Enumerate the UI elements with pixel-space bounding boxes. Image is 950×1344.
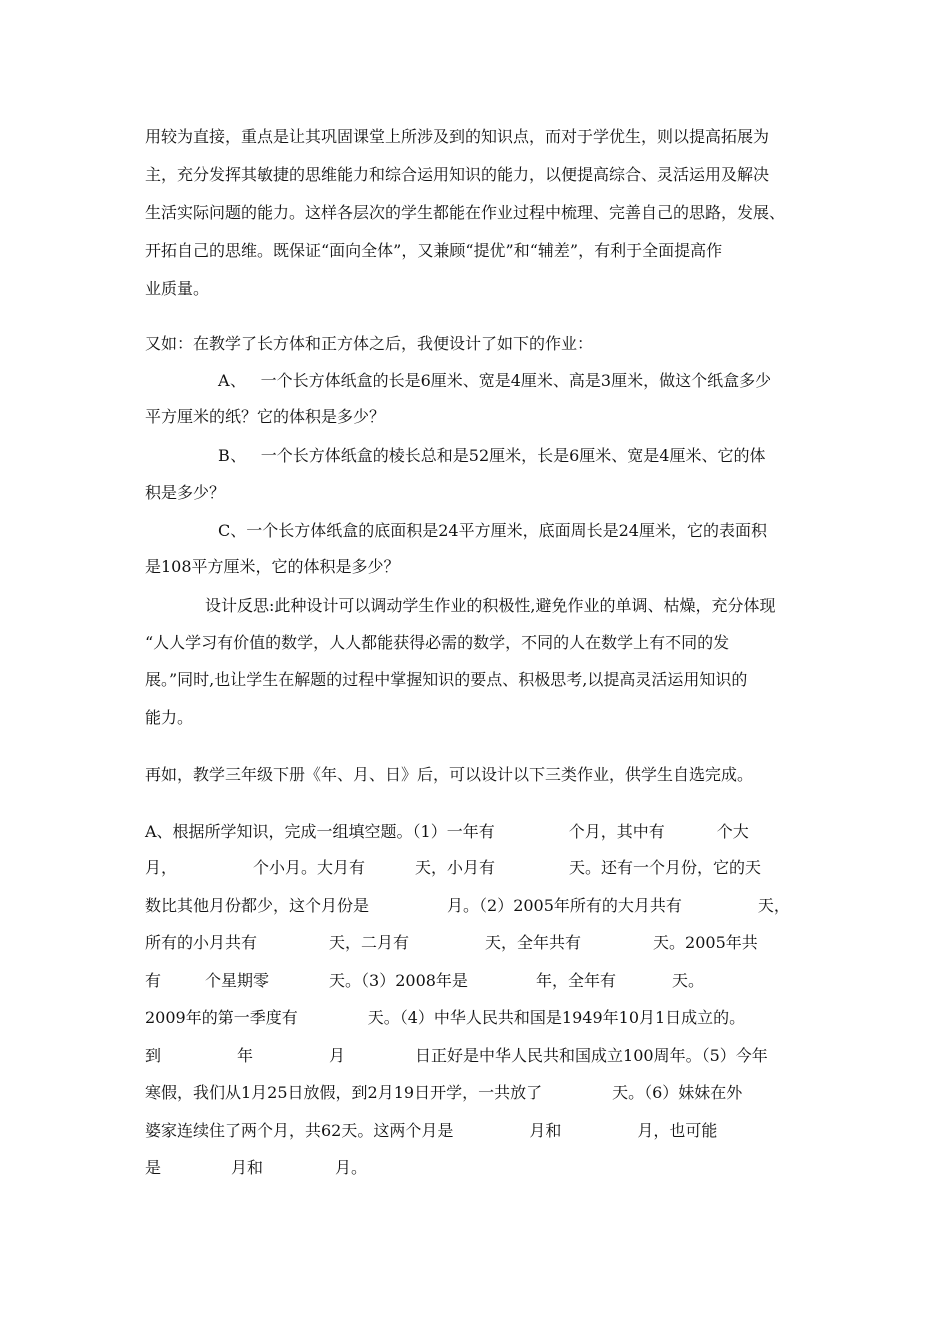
text-segment: 天，	[757, 896, 790, 915]
text-segment: 是	[145, 1158, 162, 1177]
section-intro: 再如，教学三年级下册《年、月、日》后，可以设计以下三类作业，供学生自选完成。	[145, 765, 754, 784]
fill-blank-line	[145, 896, 790, 916]
text-segment: 月，也可能	[637, 1121, 718, 1140]
text-segment: 所有的小月共有	[145, 933, 258, 952]
exercise-a-line: 平方厘米的纸？它的体积是多少？	[145, 407, 386, 426]
text-segment: 天，二月有	[329, 933, 410, 952]
text-segment: 天。（4）中华人民共和国是1949年10月1日成立的。	[367, 1008, 746, 1027]
text-segment: 天。	[671, 971, 704, 990]
exercise-b-line	[218, 446, 766, 466]
text-segment: 月，	[145, 858, 178, 877]
fill-blank-line	[145, 933, 758, 953]
text-segment: 寒假，我们从1月25日放假，到2月19日开学，一共放了	[145, 1083, 543, 1102]
exercise-a-label: A、	[218, 371, 247, 390]
text-segment: 天。还有一个月份，它的天	[569, 858, 762, 877]
text-segment: 个大	[716, 822, 749, 841]
section-intro: 又如：在教学了长方体和正方体之后，我便设计了如下的作业：	[145, 334, 594, 353]
text-segment: 个星期零	[205, 971, 270, 990]
reflection-line: 展。”同时,也让学生在解题的过程中掌握知识的要点、积极思考,以提高灵活运用知识的	[145, 670, 748, 689]
text-segment: 日正好是中华人民共和国成立100周年。（5）今年	[415, 1046, 768, 1065]
fill-blank-line	[145, 971, 704, 991]
text-segment: 月	[329, 1046, 346, 1065]
exercise-b-text: 一个长方体纸盒的棱长总和是52厘米，长是6厘米、宽是4厘米、它的体	[260, 446, 766, 465]
text-segment: 到	[145, 1046, 162, 1065]
reflection-line: 能力。	[145, 708, 194, 727]
exercise-b-label: B、	[218, 446, 247, 465]
text-segment: 有	[145, 971, 162, 990]
text-segment: 天。（3）2008年是	[329, 971, 468, 990]
text-segment: 天，全年共有	[485, 933, 582, 952]
reflection-line: 设计反思:此种设计可以调动学生作业的积极性,避免作业的单调、枯燥，充分体现	[205, 596, 776, 615]
text-segment: 2009年的第一季度有	[145, 1008, 298, 1027]
text-segment: 天。（6）妹妹在外	[612, 1083, 743, 1102]
text-segment: 月。（2）2005年所有的大月共有	[447, 896, 682, 915]
text-segment: 月和	[231, 1158, 264, 1177]
exercise-b-line: 积是多少？	[145, 483, 226, 502]
text-segment: 婆家连续住了两个月，共62天。这两个月是	[145, 1121, 454, 1140]
text-segment: 数比其他月份都少，这个月份是	[145, 896, 370, 915]
text-segment: 天。2005年共	[653, 933, 758, 952]
paragraph-line: 用较为直接，重点是让其巩固课堂上所涉及到的知识点，而对于学优生，则以提高拓展为	[145, 127, 770, 146]
text-segment: 年，全年有	[535, 971, 616, 990]
fill-blank-line	[145, 822, 749, 842]
exercise-c-line: C、一个长方体纸盒的底面积是24平方厘米，底面周长是24厘米，它的表面积	[218, 521, 767, 540]
fill-blank-line	[145, 1008, 745, 1028]
text-segment: A、根据所学知识，完成一组填空题。（1）一年有	[145, 822, 495, 841]
paragraph-line: 生活实际问题的能力。这样各层次的学生都能在作业过程中梳理、完善自己的思路，发展、	[145, 203, 786, 222]
reflection-line: “人人学习有价值的数学，人人都能获得必需的数学，不同的人在数学上有不同的发	[145, 633, 730, 652]
text-segment: 个小月。大月有	[253, 858, 366, 877]
fill-blank-line	[145, 1083, 742, 1103]
fill-blank-line	[145, 1046, 768, 1066]
text-segment: 月和	[529, 1121, 562, 1140]
fill-blank-line	[145, 1121, 717, 1141]
text-segment: 个月，其中有	[568, 822, 665, 841]
exercise-a-text: 一个长方体纸盒的长是6厘米、宽是4厘米、高是3厘米，做这个纸盒多少	[260, 371, 772, 390]
text-segment: 月。	[335, 1158, 368, 1177]
fill-blank-line	[145, 858, 761, 878]
text-segment: 天，小月有	[415, 858, 496, 877]
fill-blank-line	[145, 1158, 367, 1178]
text-segment: 年	[237, 1046, 254, 1065]
exercise-a-line	[218, 371, 771, 391]
paragraph-line: 主，充分发挥其敏捷的思维能力和综合运用知识的能力，以便提高综合、灵活运用及解决	[145, 165, 770, 184]
exercise-c-line: 是108平方厘米，它的体积是多少？	[145, 557, 400, 576]
paragraph-line: 开拓自己的思维。既保证“面向全体”，又兼顾“提优”和“辅差”，有利于全面提高作	[145, 241, 723, 260]
paragraph-line: 业质量。	[145, 279, 210, 298]
